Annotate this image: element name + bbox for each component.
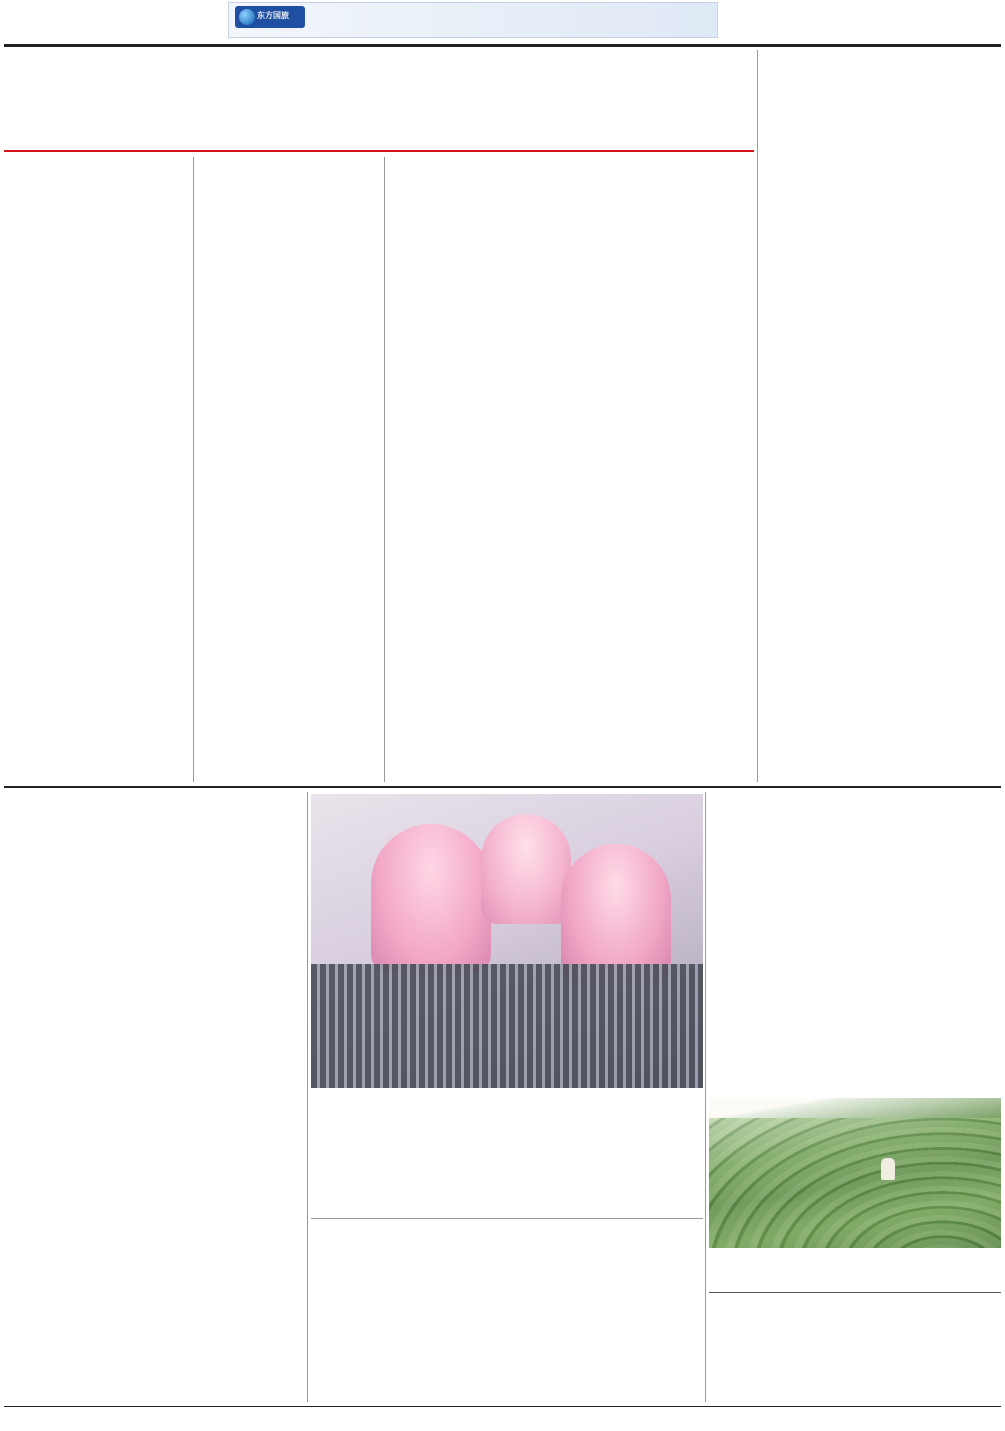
tax-headline — [936, 794, 1002, 1090]
worker-figure-1 — [371, 824, 491, 974]
terraced-field — [709, 1118, 1001, 1248]
cold-chain-left-column — [314, 1262, 504, 1366]
cleanroom-photo — [311, 794, 703, 1088]
worker-figure-2 — [481, 814, 571, 924]
rice-field-photo — [709, 1098, 1001, 1248]
footer — [4, 1410, 1001, 1426]
trade-caption-block — [318, 1126, 698, 1216]
worker-figure-3 — [561, 844, 671, 984]
masthead — [0, 0, 1005, 44]
cold-chain-right-column — [510, 1262, 700, 1366]
price-article-lower — [6, 1018, 304, 1403]
tax-article-body — [709, 794, 931, 1090]
top-article-col2 — [197, 157, 380, 782]
price-article-body — [90, 792, 304, 1018]
travel-agency-logo: 东方国旅 — [235, 6, 305, 28]
farmer-figure — [881, 1158, 895, 1180]
top-article-col1 — [6, 157, 189, 782]
top-article-col4 — [762, 72, 998, 782]
top-article-col3 — [388, 157, 571, 782]
globe-icon — [239, 9, 255, 25]
ad-banner — [228, 2, 718, 38]
rural-caption-block — [709, 1252, 1001, 1288]
production-trays — [311, 964, 703, 1088]
